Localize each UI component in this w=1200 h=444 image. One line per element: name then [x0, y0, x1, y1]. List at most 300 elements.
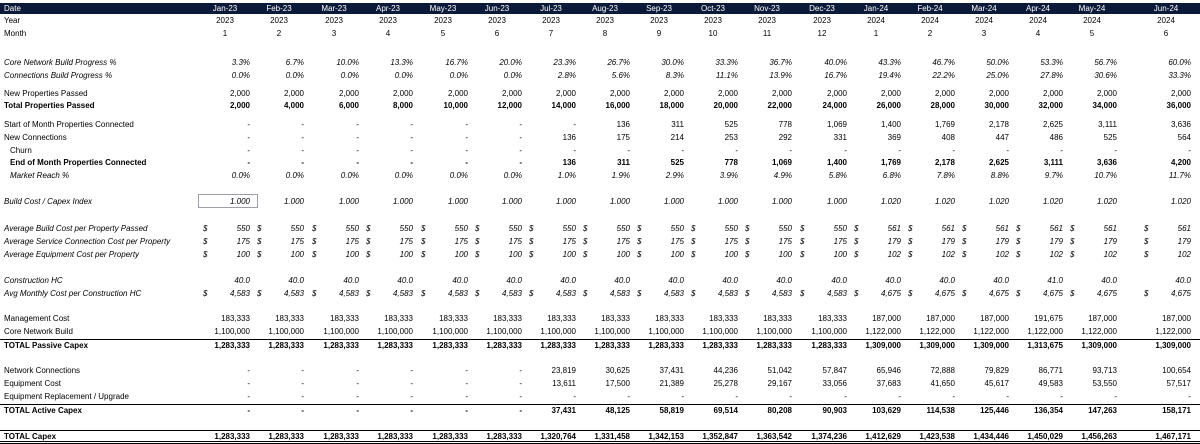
cell-equip-replace[interactable]: - [1006, 392, 1009, 401]
cell-core-network[interactable]: 1,100,000 [648, 327, 684, 336]
cell-avg-build[interactable]: 561 [995, 224, 1009, 233]
cell-churn[interactable]: - [1006, 146, 1009, 155]
cell-construction-hc[interactable]: 40.0 [452, 276, 468, 285]
cell-total-capex[interactable]: 1,374,236 [811, 432, 847, 441]
cell-avg-build[interactable]: 550 [236, 224, 250, 233]
cell-end-connected[interactable]: 4,200 [1170, 158, 1191, 167]
cell-conn-build[interactable]: 33.3% [1168, 71, 1191, 80]
cell-start-connected[interactable]: 2,178 [988, 120, 1009, 129]
cell-end-connected[interactable]: 778 [724, 158, 738, 167]
cell-avg-service[interactable]: 179 [887, 237, 901, 246]
cell-market-reach[interactable]: 6.8% [882, 171, 901, 180]
cell-avg-monthly-cost[interactable]: 4,583 [771, 289, 792, 298]
cell-new-conn[interactable]: 175 [616, 133, 630, 142]
cell-avg-monthly-cost[interactable]: 4,675 [934, 289, 955, 298]
cell-capex-index[interactable]: 1.000 [771, 197, 792, 206]
cell-avg-equip[interactable]: 102 [1049, 250, 1063, 259]
cell-equip-replace[interactable]: - [410, 392, 413, 401]
cell-total-passive[interactable]: 1,309,000 [1081, 341, 1117, 350]
cell-market-reach[interactable]: 0.0% [285, 171, 304, 180]
cell-end-connected[interactable]: 311 [617, 158, 630, 167]
cell-market-reach[interactable]: 7.8% [936, 171, 955, 180]
cell-avg-equip[interactable]: 102 [995, 250, 1009, 259]
cell-total-capex[interactable]: 1,434,446 [973, 432, 1009, 441]
cell-core-build[interactable]: 6.7% [285, 58, 304, 67]
cell-total-props[interactable]: 2,000 [229, 101, 250, 110]
cell-capex-index[interactable]: 1.000 [663, 197, 684, 206]
cell-total-active[interactable]: 125,446 [980, 406, 1009, 415]
cell-construction-hc[interactable]: 40.0 [234, 276, 250, 285]
cell-capex-index[interactable]: 1.000 [555, 197, 576, 206]
cell-avg-equip[interactable]: 100 [670, 250, 684, 259]
cell-equip-replace[interactable]: - [519, 392, 522, 401]
cell-avg-build[interactable]: 550 [454, 224, 468, 233]
cell-total-props[interactable]: 36,000 [1166, 101, 1191, 110]
cell-equip-replace[interactable]: - [1060, 392, 1063, 401]
cell-avg-build[interactable]: 561 [1177, 224, 1191, 233]
cell-core-build[interactable]: 30.0% [661, 58, 684, 67]
cell-start-connected[interactable]: 1,400 [880, 120, 901, 129]
cell-mgmt-cost[interactable]: 187,000 [1088, 314, 1117, 323]
cell-avg-service[interactable]: 175 [562, 237, 576, 246]
cell-total-active[interactable]: - [356, 406, 359, 415]
cell-construction-hc[interactable]: 40.0 [506, 276, 522, 285]
cell-network-conn[interactable]: 79,829 [984, 366, 1009, 375]
cell-equip-cost[interactable]: 25,278 [713, 379, 738, 388]
cell-total-active[interactable]: 90,903 [822, 406, 847, 415]
cell-avg-monthly-cost[interactable]: 4,675 [1042, 289, 1063, 298]
cell-avg-equip[interactable]: 102 [887, 250, 901, 259]
cell-equip-cost[interactable]: 45,617 [984, 379, 1009, 388]
cell-churn[interactable]: - [356, 146, 359, 155]
cell-construction-hc[interactable]: 40.0 [776, 276, 792, 285]
cell-total-props[interactable]: 10,000 [443, 101, 468, 110]
cell-network-conn[interactable]: 37,431 [659, 366, 684, 375]
cell-new-props[interactable]: 2,000 [392, 89, 413, 98]
cell-network-conn[interactable]: 86,771 [1038, 366, 1063, 375]
cell-new-props[interactable]: 2,000 [717, 89, 738, 98]
cell-capex-index[interactable]: 1.020 [1096, 197, 1117, 206]
cell-network-conn[interactable]: 72,888 [930, 366, 955, 375]
cell-total-passive[interactable]: 1,283,333 [486, 341, 522, 350]
cell-capex-index[interactable]: 1.000 [338, 197, 359, 206]
cell-core-network[interactable]: 1,100,000 [323, 327, 359, 336]
cell-capex-index[interactable]: 1.000 [717, 197, 738, 206]
cell-total-capex[interactable]: 1,342,153 [648, 432, 684, 441]
cell-total-capex[interactable]: 1,283,333 [377, 432, 413, 441]
cell-conn-build[interactable]: 27.8% [1040, 71, 1063, 80]
cell-new-conn[interactable]: 292 [778, 133, 792, 142]
cell-construction-hc[interactable]: 40.0 [1175, 276, 1191, 285]
cell-market-reach[interactable]: 0.0% [449, 171, 468, 180]
cell-start-connected[interactable]: - [519, 120, 522, 129]
cell-churn[interactable]: - [898, 146, 901, 155]
cell-new-conn[interactable]: 525 [1103, 133, 1117, 142]
cell-end-connected[interactable]: 136 [562, 158, 576, 167]
cell-end-connected[interactable]: - [301, 158, 304, 167]
cell-network-conn[interactable]: 51,042 [767, 366, 792, 375]
cell-total-active[interactable]: 158,171 [1162, 406, 1191, 415]
cell-equip-replace[interactable]: - [301, 392, 304, 401]
cell-total-passive[interactable]: 1,309,000 [973, 341, 1009, 350]
cell-market-reach[interactable]: 0.0% [340, 171, 359, 180]
cell-churn[interactable]: - [735, 146, 738, 155]
cell-market-reach[interactable]: 2.9% [665, 171, 684, 180]
cell-avg-build[interactable]: 550 [616, 224, 630, 233]
cell-avg-service[interactable]: 175 [454, 237, 468, 246]
cell-network-conn[interactable]: 100,654 [1162, 366, 1191, 375]
cell-avg-monthly-cost[interactable]: 4,583 [229, 289, 250, 298]
cell-construction-hc[interactable]: 41.0 [1047, 276, 1063, 285]
cell-total-passive[interactable]: 1,283,333 [540, 341, 576, 350]
cell-avg-monthly-cost[interactable]: 4,583 [338, 289, 359, 298]
cell-conn-build[interactable]: 0.0% [231, 71, 250, 80]
cell-total-props[interactable]: 4,000 [283, 101, 304, 110]
cell-construction-hc[interactable]: 40.0 [939, 276, 955, 285]
cell-conn-build[interactable]: 30.6% [1094, 71, 1117, 80]
cell-avg-monthly-cost[interactable]: 4,583 [717, 289, 738, 298]
cell-network-conn[interactable]: 30,625 [605, 366, 630, 375]
cell-core-network[interactable]: 1,100,000 [486, 327, 522, 336]
cell-end-connected[interactable]: - [465, 158, 468, 167]
cell-total-active[interactable]: 136,354 [1034, 406, 1063, 415]
cell-end-connected[interactable]: - [519, 158, 522, 167]
cell-new-props[interactable]: 2,000 [501, 89, 522, 98]
cell-start-connected[interactable]: 311 [671, 120, 684, 129]
cell-core-build[interactable]: 50.0% [986, 58, 1009, 67]
cell-equip-cost[interactable]: 29,167 [767, 379, 792, 388]
cell-avg-monthly-cost[interactable]: 4,675 [988, 289, 1009, 298]
cell-total-passive[interactable]: 1,313,675 [1027, 341, 1063, 350]
cell-total-capex[interactable]: 1,352,847 [702, 432, 738, 441]
cell-conn-build[interactable]: 22.2% [932, 71, 955, 80]
cell-start-connected[interactable]: - [247, 120, 250, 129]
cell-equip-replace[interactable]: - [247, 392, 250, 401]
cell-total-passive[interactable]: 1,309,000 [865, 341, 901, 350]
cell-avg-equip[interactable]: 102 [941, 250, 955, 259]
cell-total-capex[interactable]: 1,283,333 [432, 432, 468, 441]
cell-conn-build[interactable]: 8.3% [665, 71, 684, 80]
cell-total-props[interactable]: 28,000 [930, 101, 955, 110]
cell-total-active[interactable]: 37,431 [551, 406, 576, 415]
cell-mgmt-cost[interactable]: 187,000 [1162, 314, 1191, 323]
cell-end-connected[interactable]: - [410, 158, 413, 167]
cell-equip-cost[interactable]: - [301, 379, 304, 388]
cell-capex-index[interactable]: 1.000 [826, 197, 847, 206]
cell-mgmt-cost[interactable]: 183,333 [655, 314, 684, 323]
cell-capex-index[interactable]: 1.020 [1170, 197, 1191, 206]
cell-avg-build[interactable]: 561 [1103, 224, 1117, 233]
cell-core-network[interactable]: 1,100,000 [811, 327, 847, 336]
cell-core-network[interactable]: 1,122,000 [1027, 327, 1063, 336]
cell-avg-service[interactable]: 175 [508, 237, 522, 246]
cell-network-conn[interactable]: 57,847 [822, 366, 847, 375]
cell-equip-cost[interactable]: 37,683 [876, 379, 901, 388]
cell-avg-equip[interactable]: 100 [345, 250, 359, 259]
cell-avg-service[interactable]: 179 [1177, 237, 1191, 246]
cell-capex-index[interactable]: 1.020 [1042, 197, 1063, 206]
cell-new-props[interactable]: 2,000 [826, 89, 847, 98]
cell-core-network[interactable]: 1,100,000 [540, 327, 576, 336]
cell-equip-cost[interactable]: - [519, 379, 522, 388]
cell-avg-build[interactable]: 550 [562, 224, 576, 233]
cell-avg-monthly-cost[interactable]: 4,583 [609, 289, 630, 298]
cell-avg-service[interactable]: 175 [399, 237, 413, 246]
cell-construction-hc[interactable]: 40.0 [343, 276, 359, 285]
cell-new-conn[interactable]: - [410, 133, 413, 142]
cell-total-passive[interactable]: 1,283,333 [594, 341, 630, 350]
cell-conn-build[interactable]: 0.0% [340, 71, 359, 80]
cell-core-network[interactable]: 1,122,000 [919, 327, 955, 336]
cell-new-props[interactable]: 2,000 [447, 89, 468, 98]
cell-avg-monthly-cost[interactable]: 4,583 [283, 289, 304, 298]
cell-construction-hc[interactable]: 40.0 [722, 276, 738, 285]
cell-new-conn[interactable]: 369 [887, 133, 901, 142]
cell-new-props[interactable]: 2,000 [609, 89, 630, 98]
cell-avg-equip[interactable]: 100 [616, 250, 630, 259]
cell-avg-monthly-cost[interactable]: 4,583 [447, 289, 468, 298]
cell-new-conn[interactable]: 564 [1177, 133, 1191, 142]
cell-core-network[interactable]: 1,100,000 [594, 327, 630, 336]
cell-churn[interactable]: - [301, 146, 304, 155]
cell-avg-service[interactable]: 179 [1103, 237, 1117, 246]
cell-churn[interactable]: - [1188, 146, 1191, 155]
cell-avg-build[interactable]: 561 [941, 224, 955, 233]
cell-total-passive[interactable]: 1,283,333 [268, 341, 304, 350]
cell-new-props[interactable]: 2,000 [555, 89, 576, 98]
cell-total-capex[interactable]: 1,423,538 [919, 432, 955, 441]
cell-core-network[interactable]: 1,122,000 [1155, 327, 1191, 336]
cell-core-build[interactable]: 53.3% [1040, 58, 1063, 67]
cell-avg-build[interactable]: 550 [508, 224, 522, 233]
cell-core-network[interactable]: 1,100,000 [756, 327, 792, 336]
cell-market-reach[interactable]: 1.9% [611, 171, 630, 180]
cell-total-passive[interactable]: 1,309,000 [919, 341, 955, 350]
cell-market-reach[interactable]: 0.0% [231, 171, 250, 180]
cell-equip-cost[interactable]: - [356, 379, 359, 388]
cell-new-conn[interactable]: 253 [724, 133, 738, 142]
cell-avg-monthly-cost[interactable]: 4,583 [392, 289, 413, 298]
cell-equip-replace[interactable]: - [1114, 392, 1117, 401]
cell-new-props[interactable]: 2,000 [283, 89, 304, 98]
cell-avg-monthly-cost[interactable]: 4,583 [663, 289, 684, 298]
cell-total-capex[interactable]: 1,363,542 [756, 432, 792, 441]
cell-mgmt-cost[interactable]: 187,000 [926, 314, 955, 323]
cell-total-passive[interactable]: 1,283,333 [323, 341, 359, 350]
cell-start-connected[interactable]: 136 [616, 120, 630, 129]
cell-total-props[interactable]: 34,000 [1092, 101, 1117, 110]
cell-conn-build[interactable]: 19.4% [878, 71, 901, 80]
cell-equip-cost[interactable]: 57,517 [1166, 379, 1191, 388]
cell-avg-equip[interactable]: 100 [399, 250, 413, 259]
cell-mgmt-cost[interactable]: 187,000 [872, 314, 901, 323]
cell-new-props[interactable]: 2,000 [988, 89, 1009, 98]
cell-new-conn[interactable]: - [247, 133, 250, 142]
cell-total-passive[interactable]: 1,283,333 [432, 341, 468, 350]
cell-network-conn[interactable]: - [519, 366, 522, 375]
cell-network-conn[interactable]: 93,713 [1092, 366, 1117, 375]
cell-avg-service[interactable]: 175 [616, 237, 630, 246]
cell-total-active[interactable]: - [465, 406, 468, 415]
cell-equip-replace[interactable]: - [681, 392, 684, 401]
cell-churn[interactable]: - [627, 146, 630, 155]
cell-avg-service[interactable]: 175 [833, 237, 847, 246]
cell-core-build[interactable]: 40.0% [824, 58, 847, 67]
cell-conn-build[interactable]: 11.1% [715, 71, 738, 80]
cell-market-reach[interactable]: 0.0% [394, 171, 413, 180]
cell-capex-index[interactable]: 1.020 [880, 197, 901, 206]
cell-churn[interactable]: - [1060, 146, 1063, 155]
cell-core-network[interactable]: 1,100,000 [432, 327, 468, 336]
cell-network-conn[interactable]: 65,946 [876, 366, 901, 375]
cell-churn[interactable]: - [519, 146, 522, 155]
cell-core-network[interactable]: 1,100,000 [268, 327, 304, 336]
cell-total-capex[interactable]: 1,412,629 [865, 432, 901, 441]
cell-construction-hc[interactable]: 40.0 [993, 276, 1009, 285]
cell-new-props[interactable]: 2,000 [1170, 89, 1191, 98]
cell-new-props[interactable]: 2,000 [229, 89, 250, 98]
cell-mgmt-cost[interactable]: 183,333 [439, 314, 468, 323]
cell-mgmt-cost[interactable]: 183,333 [763, 314, 792, 323]
cell-start-connected[interactable]: - [356, 120, 359, 129]
cell-mgmt-cost[interactable]: 183,333 [493, 314, 522, 323]
cell-total-capex[interactable]: 1,283,333 [268, 432, 304, 441]
cell-total-props[interactable]: 24,000 [822, 101, 847, 110]
cell-equip-replace[interactable]: - [898, 392, 901, 401]
cell-network-conn[interactable]: 44,236 [713, 366, 738, 375]
cell-equip-replace[interactable]: - [356, 392, 359, 401]
cell-network-conn[interactable]: - [356, 366, 359, 375]
cell-conn-build[interactable]: 0.0% [285, 71, 304, 80]
cell-new-props[interactable]: 2,000 [338, 89, 359, 98]
cell-avg-build[interactable]: 550 [345, 224, 359, 233]
cell-mgmt-cost[interactable]: 183,333 [221, 314, 250, 323]
cell-end-connected[interactable]: - [247, 158, 250, 167]
cell-avg-equip[interactable]: 100 [724, 250, 738, 259]
cell-end-connected[interactable]: 2,625 [988, 158, 1009, 167]
cell-avg-equip[interactable]: 100 [778, 250, 792, 259]
cell-new-props[interactable]: 2,000 [771, 89, 792, 98]
cell-start-connected[interactable]: 778 [778, 120, 792, 129]
cell-avg-equip[interactable]: 100 [833, 250, 847, 259]
cell-construction-hc[interactable]: 40.0 [288, 276, 304, 285]
cell-new-conn[interactable]: 136 [562, 133, 576, 142]
cell-end-connected[interactable]: 3,636 [1096, 158, 1117, 167]
cell-market-reach[interactable]: 9.7% [1044, 171, 1063, 180]
cell-conn-build[interactable]: 16.7% [824, 71, 847, 80]
cell-churn[interactable]: - [952, 146, 955, 155]
cell-new-props[interactable]: 2,000 [1096, 89, 1117, 98]
cell-conn-build[interactable]: 13.9% [769, 71, 792, 80]
cell-equip-replace[interactable]: - [573, 392, 576, 401]
cell-core-build[interactable]: 26.7% [607, 58, 630, 67]
cell-total-props[interactable]: 12,000 [497, 101, 522, 110]
cell-equip-cost[interactable]: 17,500 [605, 379, 630, 388]
cell-equip-cost[interactable]: 41,650 [930, 379, 955, 388]
cell-total-active[interactable]: - [410, 406, 413, 415]
cell-start-connected[interactable]: - [301, 120, 304, 129]
cell-churn[interactable]: - [247, 146, 250, 155]
cell-avg-service[interactable]: 179 [995, 237, 1009, 246]
cell-avg-service[interactable]: 179 [1049, 237, 1063, 246]
cell-total-passive[interactable]: 1,283,333 [214, 341, 250, 350]
cell-new-conn[interactable]: 214 [670, 133, 684, 142]
cell-avg-monthly-cost[interactable]: 4,675 [1170, 289, 1191, 298]
cell-new-props[interactable]: 2,000 [663, 89, 684, 98]
cell-end-connected[interactable]: 3,111 [1043, 158, 1063, 167]
cell-construction-hc[interactable]: 40.0 [397, 276, 413, 285]
cell-core-network[interactable]: 1,122,000 [1081, 327, 1117, 336]
cell-avg-build[interactable]: 550 [778, 224, 792, 233]
cell-total-props[interactable]: 22,000 [767, 101, 792, 110]
cell-start-connected[interactable]: 1,769 [934, 120, 955, 129]
cell-conn-build[interactable]: 0.0% [503, 71, 522, 80]
cell-market-reach[interactable]: 11.7% [1168, 171, 1191, 180]
cell-conn-build[interactable]: 25.0% [986, 71, 1009, 80]
cell-total-props[interactable]: 6,000 [338, 101, 359, 110]
cell-total-passive[interactable]: 1,283,333 [648, 341, 684, 350]
cell-start-connected[interactable]: - [573, 120, 576, 129]
cell-new-conn[interactable]: - [301, 133, 304, 142]
cell-avg-monthly-cost[interactable]: 4,583 [501, 289, 522, 298]
cell-equip-cost[interactable]: 13,611 [552, 379, 576, 388]
cell-avg-equip[interactable]: 100 [508, 250, 522, 259]
cell-market-reach[interactable]: 5.8% [828, 171, 847, 180]
cell-total-active[interactable]: 58,819 [659, 406, 684, 415]
cell-equip-cost[interactable]: 21,389 [659, 379, 684, 388]
cell-avg-service[interactable]: 175 [778, 237, 792, 246]
cell-total-active[interactable]: 48,125 [605, 406, 630, 415]
cell-new-conn[interactable]: - [465, 133, 468, 142]
cell-market-reach[interactable]: 0.0% [503, 171, 522, 180]
cell-mgmt-cost[interactable]: 183,333 [818, 314, 847, 323]
cell-total-capex[interactable]: 1,331,458 [594, 432, 630, 441]
cell-new-props[interactable]: 2,000 [880, 89, 901, 98]
cell-equip-replace[interactable]: - [465, 392, 468, 401]
cell-total-props[interactable]: 20,000 [713, 101, 738, 110]
cell-equip-replace[interactable]: - [1188, 392, 1191, 401]
cell-churn[interactable]: - [1114, 146, 1117, 155]
cell-total-passive[interactable]: 1,283,333 [756, 341, 792, 350]
cell-avg-build[interactable]: 550 [290, 224, 304, 233]
cell-construction-hc[interactable]: 40.0 [668, 276, 684, 285]
cell-new-conn[interactable]: - [519, 133, 522, 142]
cell-start-connected[interactable]: - [410, 120, 413, 129]
cell-core-network[interactable]: 1,100,000 [702, 327, 738, 336]
cell-avg-build[interactable]: 550 [833, 224, 847, 233]
cell-total-props[interactable]: 30,000 [984, 101, 1009, 110]
cell-start-connected[interactable]: - [465, 120, 468, 129]
cell-core-build[interactable]: 10.0% [336, 58, 359, 67]
cell-network-conn[interactable]: 23,819 [551, 366, 576, 375]
cell-capex-index[interactable]: 1.000 [283, 197, 304, 206]
cell-mgmt-cost[interactable]: 191,675 [1034, 314, 1063, 323]
cell-total-props[interactable]: 16,000 [605, 101, 630, 110]
cell-equip-replace[interactable]: - [844, 392, 847, 401]
cell-avg-equip[interactable]: 100 [236, 250, 250, 259]
cell-total-capex[interactable]: 1,283,333 [323, 432, 359, 441]
cell-market-reach[interactable]: 3.9% [719, 171, 738, 180]
cell-churn[interactable]: - [465, 146, 468, 155]
cell-start-connected[interactable]: 2,625 [1042, 120, 1063, 129]
cell-mgmt-cost[interactable]: 183,333 [709, 314, 738, 323]
cell-core-build[interactable]: 33.3% [715, 58, 738, 67]
cell-market-reach[interactable]: 4.9% [773, 171, 792, 180]
cell-total-props[interactable]: 32,000 [1038, 101, 1063, 110]
cell-core-build[interactable]: 16.7% [445, 58, 468, 67]
cell-total-active[interactable]: 103,629 [872, 406, 901, 415]
cell-avg-service[interactable]: 175 [290, 237, 304, 246]
